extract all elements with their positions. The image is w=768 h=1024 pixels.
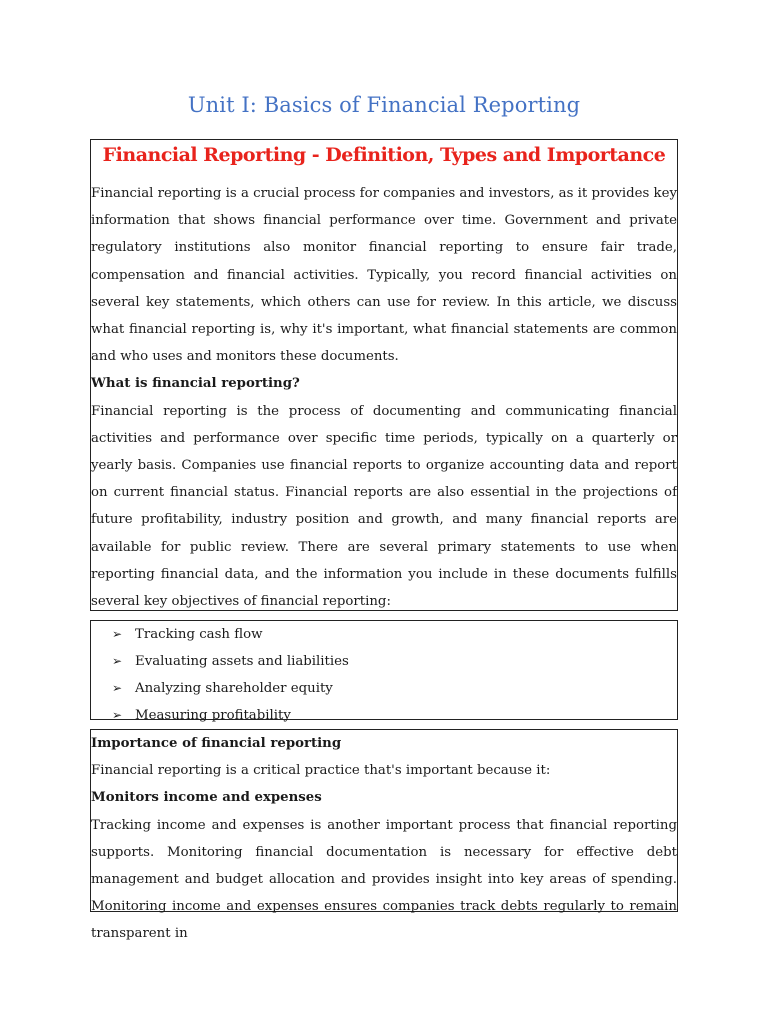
- list-item-text: Analyzing shareholder equity: [135, 681, 333, 696]
- monitors-income-heading: Monitors income and expenses: [91, 790, 322, 806]
- intro-section-box: [90, 139, 678, 611]
- objectives-list-box: [90, 620, 678, 723]
- unit-title: Unit I: Basics of Financial Reporting: [187, 93, 581, 117]
- importance-section-box: [90, 729, 678, 942]
- list-item: [91, 675, 677, 702]
- arrow-bullet-icon: ➢: [112, 708, 123, 722]
- list-item-text: Evaluating assets and liabilities: [135, 654, 349, 669]
- what-is-financial-reporting-heading: What is financial reporting?: [91, 376, 300, 392]
- list-item-text: Tracking cash flow: [135, 627, 263, 642]
- objectives-list: [91, 621, 677, 729]
- importance-heading: Importance of financial reporting: [91, 736, 342, 751]
- list-item: [91, 648, 677, 675]
- list-item: [91, 702, 677, 729]
- importance-lead: Financial reporting is a critical practice that's important because it:: [91, 763, 551, 779]
- definition-paragraph: Financial reporting is the process of documenting and communicating financial activities and performance over specific time periods, typically on a quarterly or yearly basis. Companies use financial reports to organize accounting data and report on current financial status. Financial reports are also essential in the projections of future profitability, industry position and growth, and many financial reports are available for public review. There are several primary statements to use when reporting financial data, and the information you include in these documents fulfills several key objectives of financial reporting:: [91, 403, 677, 610]
- arrow-bullet-icon: ➢: [112, 681, 123, 695]
- arrow-bullet-icon: ➢: [112, 627, 123, 641]
- list-item-text: Measuring profitability: [135, 708, 291, 723]
- main-heading: Financial Reporting - Definition, Types and Importance: [102, 144, 666, 166]
- intro-paragraph: Financial reporting is a crucial process for companies and investors, as it provides key information that shows financial performance over time. Government and private regulatory institutions also monitor financial reporting to ensure fair trade, compensation and financial activities. Typically, you record financial activities on several key statements, which others can use for review. In this article, we discuss what financial reporting is, why it's important, what financial statements are common and who uses and monitors these documents.: [91, 186, 677, 365]
- income-expenses-paragraph: Tracking income and expenses is another important process that financial reporting supports. Monitoring financial documentation is necessary for effective debt management and budget allocation and provides insight into key areas of spending. Monitoring income and expenses ensures companies track debts regularly to remain transparent in: [91, 817, 677, 942]
- arrow-bullet-icon: ➢: [112, 654, 123, 668]
- list-item: [91, 621, 677, 648]
